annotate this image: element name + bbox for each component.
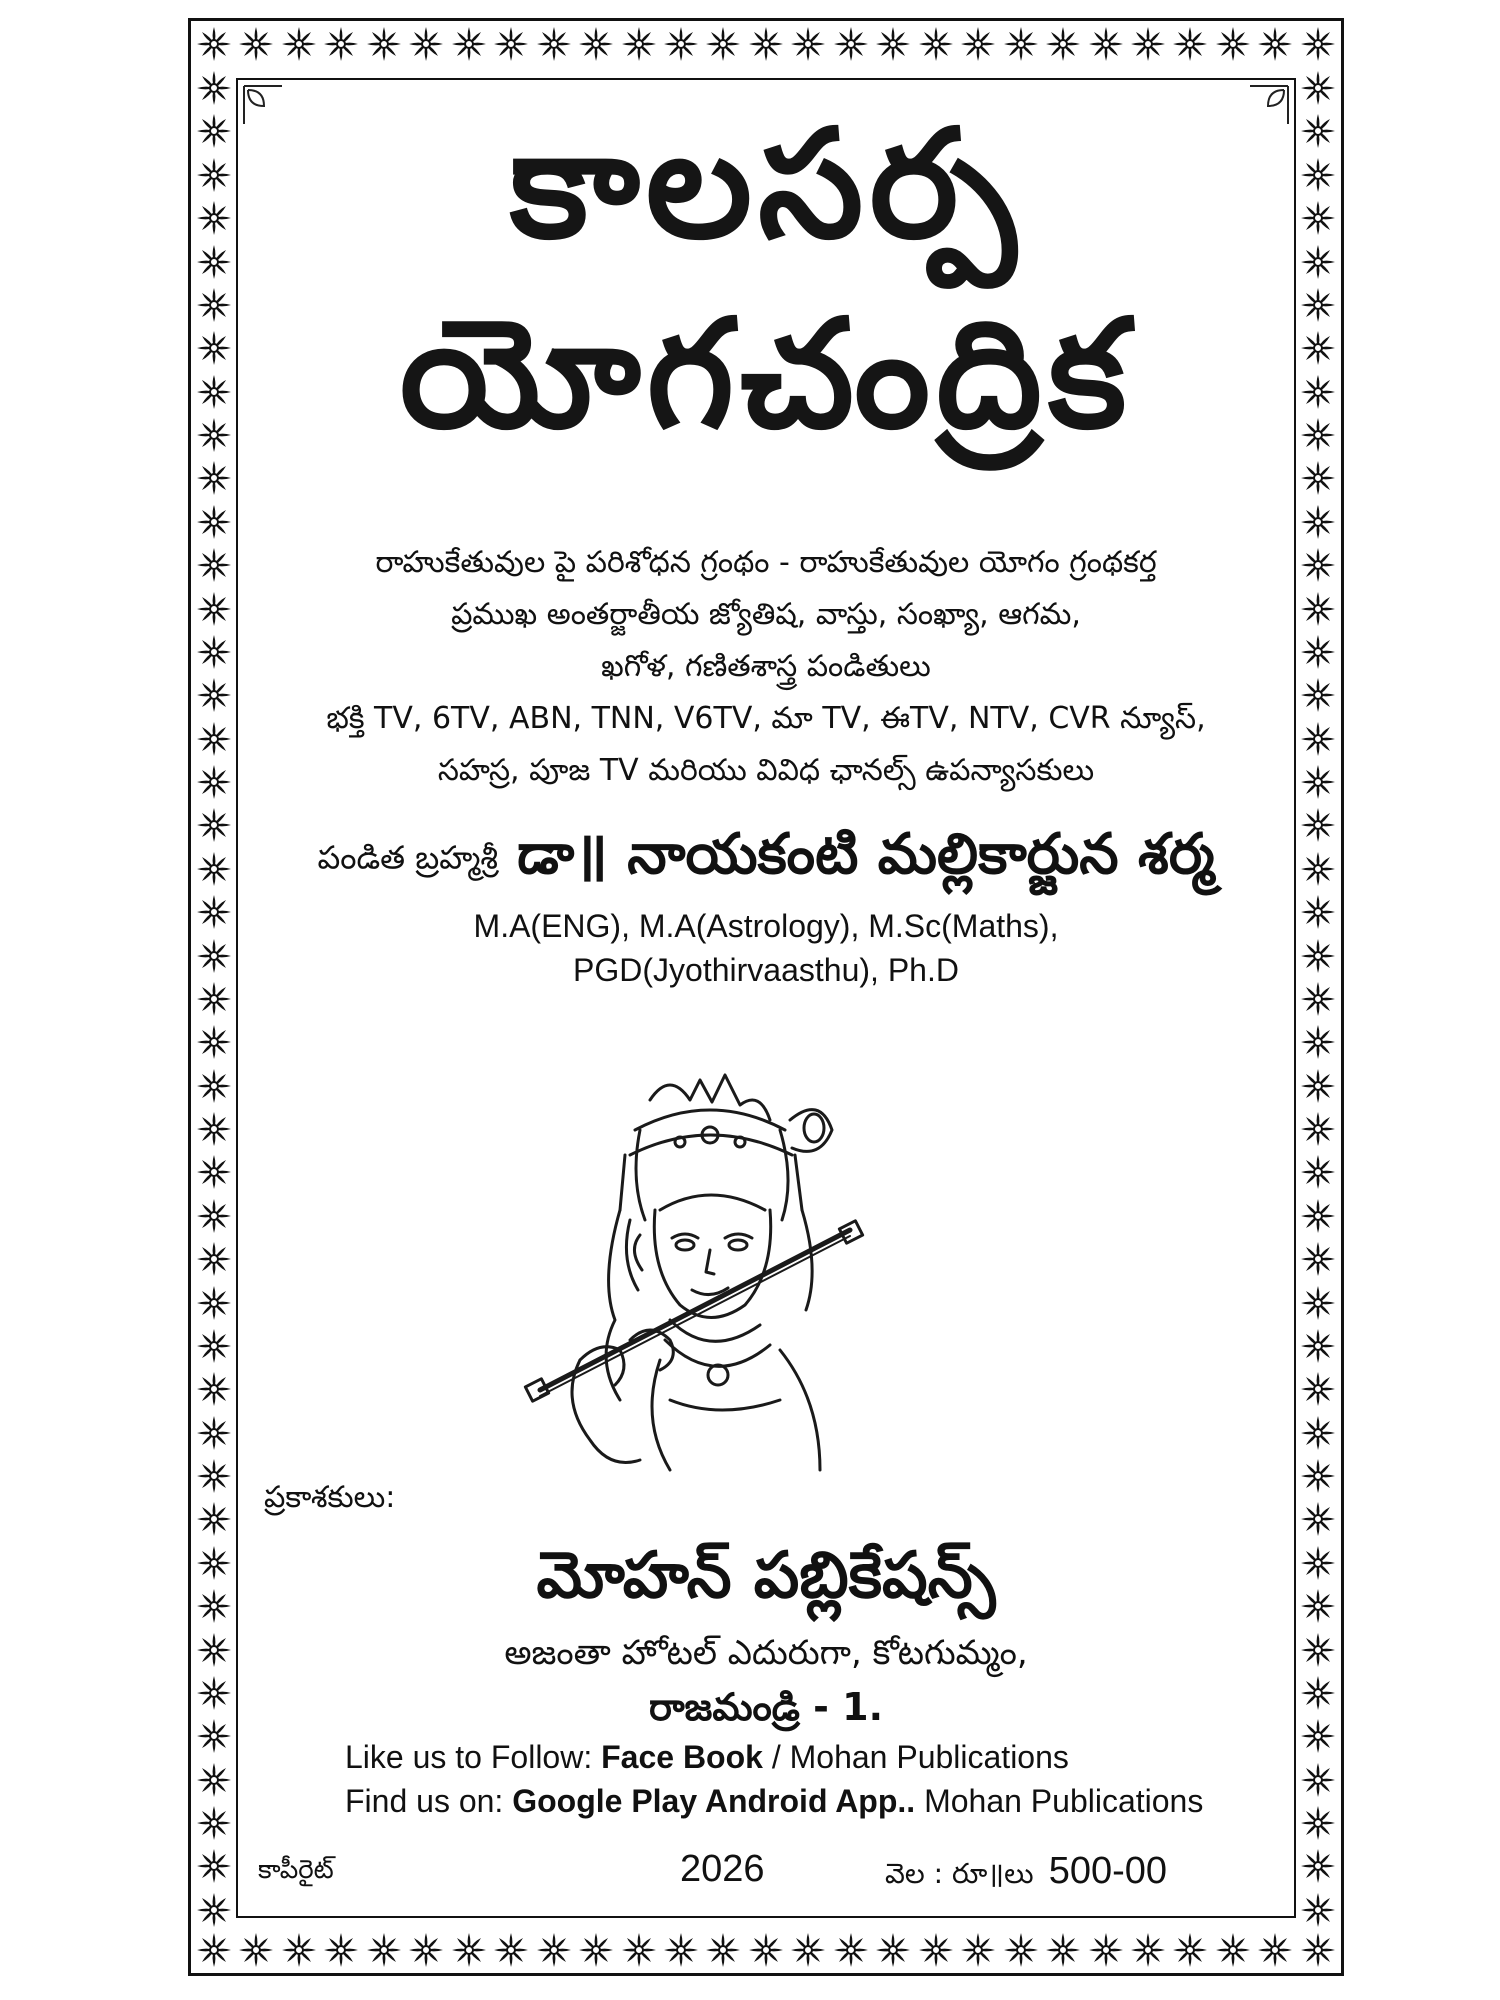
pinwheel-ornament-icon [960,1932,996,1968]
pinwheel-ornament-icon [196,287,232,323]
pinwheel-ornament-icon [196,157,232,193]
pinwheel-ornament-icon [196,1501,232,1537]
pinwheel-ornament-icon [196,1805,232,1841]
pinwheel-ornament-icon [1300,244,1336,280]
pinwheel-ornament-icon [833,1932,869,1968]
find-line [345,1780,1203,1822]
pinwheel-ornament-icon [790,1932,826,1968]
pinwheel-ornament-icon [1300,1632,1336,1668]
pinwheel-ornament-icon [1300,1111,1336,1147]
pinwheel-ornament-icon [1300,1892,1336,1928]
pinwheel-ornament-icon [196,591,232,627]
pinwheel-ornament-icon [1300,1718,1336,1754]
pinwheel-ornament-icon [196,1154,232,1190]
pinwheel-ornament-icon [196,244,232,280]
pinwheel-ornament-icon [238,26,274,62]
pinwheel-ornament-icon [196,26,232,62]
pinwheel-ornament-icon [1300,634,1336,670]
pinwheel-ornament-icon [663,1932,699,1968]
pinwheel-ornament-icon [1003,1932,1039,1968]
pinwheel-ornament-icon [1300,460,1336,496]
pinwheel-ornament-icon [323,26,359,62]
pinwheel-ornament-icon [1300,200,1336,236]
pinwheel-ornament-icon [1257,1932,1293,1968]
krishna-illustration-icon [520,1060,900,1480]
pinwheel-ornament-icon [1045,26,1081,62]
pinwheel-ornament-icon [1300,1241,1336,1277]
price-value: 500-00 [1048,1850,1168,1892]
price [885,1850,1167,1897]
facebook-link: Face Book [601,1739,763,1775]
pinwheel-ornament-icon [621,1932,657,1968]
pinwheel-ornament-icon [1257,26,1293,62]
pinwheel-ornament-icon [196,330,232,366]
pinwheel-ornament-icon [196,504,232,540]
author-qualifications: M.A(ENG), M.A(Astrology), M.Sc(Maths), [473,908,1059,944]
pinwheel-ornament-icon [196,894,232,930]
pinwheel-ornament-icon [366,1932,402,1968]
subtitle-line: సహస్ర, పూజ TV మరియు వివిధ ఛానల్స్ ఉపన్యాసకులు [437,753,1095,788]
author-name: డా॥ నాయకంటి మల్లికార్జున శర్మ [517,822,1215,887]
pinwheel-ornament-icon [663,26,699,62]
pinwheel-ornament-icon [1300,591,1336,627]
find-prefix: Find us on: [345,1783,504,1819]
pinwheel-ornament-icon [748,26,784,62]
pinwheel-ornament-icon [748,1932,784,1968]
copyright-label: కాపీరైట్ [258,1855,334,1885]
book-title-line1: కాలసర్ప [509,98,1023,272]
pinwheel-ornament-icon [196,460,232,496]
pinwheel-ornament-icon [196,70,232,106]
author-qualifications: PGD(Jyothirvaasthu), Ph.D [573,952,959,988]
follow-line [345,1736,1069,1778]
pinwheel-ornament-icon [918,26,954,62]
pinwheel-ornament-icon [536,1932,572,1968]
book-title-line2: యోగచంద్రిక [399,288,1133,462]
pinwheel-ornament-icon [1300,1848,1336,1884]
pinwheel-ornament-icon [1300,894,1336,930]
pinwheel-ornament-icon [1300,1588,1336,1624]
pinwheel-ornament-icon [1300,1154,1336,1190]
pinwheel-ornament-icon [1215,26,1251,62]
pinwheel-ornament-icon [1300,504,1336,540]
pinwheel-ornament-icon [1300,1805,1336,1841]
pinwheel-ornament-icon [1003,26,1039,62]
pinwheel-ornament-icon [1300,1371,1336,1407]
pinwheel-ornament-icon [1088,26,1124,62]
pinwheel-ornament-icon [1300,981,1336,1017]
pinwheel-ornament-icon [196,1458,232,1494]
pinwheel-ornament-icon [196,764,232,800]
pinwheel-ornament-icon [1300,287,1336,323]
border-right-ornaments [1300,70,1336,1928]
pinwheel-ornament-icon [1300,1545,1336,1581]
pinwheel-ornament-icon [1300,721,1336,757]
pinwheel-ornament-icon [196,417,232,453]
pinwheel-ornament-icon [578,1932,614,1968]
pinwheel-ornament-icon [196,1588,232,1624]
pinwheel-ornament-icon [1300,1501,1336,1537]
author-line [236,822,1296,901]
pinwheel-ornament-icon [408,26,444,62]
pinwheel-ornament-icon [196,677,232,713]
pinwheel-ornament-icon [1300,1932,1336,1968]
subtitle-line: రాహుకేతువుల పై పరిశోధన గ్రంథం - రాహుకేతువుల యోగం గ్రంథకర్త [375,545,1157,580]
pinwheel-ornament-icon [1300,938,1336,974]
pinwheel-ornament-icon [1300,70,1336,106]
pinwheel-ornament-icon [196,1198,232,1234]
pinwheel-ornament-icon [196,547,232,583]
pinwheel-ornament-icon [281,26,317,62]
follow-suffix: / Mohan Publications [762,1739,1069,1775]
pinwheel-ornament-icon [238,1932,274,1968]
price-label: వెల : రూ॥లు [885,1857,1034,1890]
pinwheel-ornament-icon [196,200,232,236]
pinwheel-ornament-icon [1300,417,1336,453]
pinwheel-ornament-icon [196,721,232,757]
pinwheel-ornament-icon [833,26,869,62]
pinwheel-ornament-icon [960,26,996,62]
subtitle-line: ఖగోళ, గణితశాస్త్ర పండితులు [601,649,931,684]
pinwheel-ornament-icon [1300,1458,1336,1494]
pinwheel-ornament-icon [1045,1932,1081,1968]
google-play-link: Google Play Android App.. [512,1783,916,1819]
pinwheel-ornament-icon [1300,807,1336,843]
pinwheel-ornament-icon [1172,1932,1208,1968]
border-bottom-ornaments [196,1932,1336,1968]
pinwheel-ornament-icon [281,1932,317,1968]
border-left-ornaments [196,70,232,1928]
pinwheel-ornament-icon [621,26,657,62]
pinwheel-ornament-icon [196,1068,232,1104]
pinwheel-ornament-icon [196,374,232,410]
pinwheel-ornament-icon [1300,330,1336,366]
pinwheel-ornament-icon [1300,157,1336,193]
pinwheel-ornament-icon [196,634,232,670]
pinwheel-ornament-icon [196,1545,232,1581]
subtitle-line: భక్తి TV, 6TV, ABN, TNN, V6TV, మా TV, ఈTV, NTV, CVR న్యూస్, [326,701,1206,736]
publisher-name: మోహన్ పబ్లికేషన్స్ [536,1539,996,1613]
follow-prefix: Like us to Follow: [345,1739,593,1775]
pinwheel-ornament-icon [196,1328,232,1364]
pinwheel-ornament-icon [196,1415,232,1451]
pinwheel-ornament-icon [1300,26,1336,62]
pinwheel-ornament-icon [196,113,232,149]
pinwheel-ornament-icon [196,1892,232,1928]
pinwheel-ornament-icon [196,1024,232,1060]
pinwheel-ornament-icon [451,26,487,62]
pinwheel-ornament-icon [493,26,529,62]
pinwheel-ornament-icon [536,26,572,62]
pinwheel-ornament-icon [1300,1024,1336,1060]
pinwheel-ornament-icon [408,1932,444,1968]
pinwheel-ornament-icon [875,26,911,62]
pinwheel-ornament-icon [196,851,232,887]
pinwheel-ornament-icon [196,1632,232,1668]
pinwheel-ornament-icon [196,938,232,974]
author-prefix: పండిత బ్రహ్మశ్రీ [317,838,498,877]
pinwheel-ornament-icon [578,26,614,62]
border-top-ornaments [196,26,1336,62]
publisher-label: ప్రకాశకులు: [264,1480,396,1515]
find-suffix: Mohan Publications [915,1783,1204,1819]
pinwheel-ornament-icon [1300,1285,1336,1321]
pinwheel-ornament-icon [1300,374,1336,410]
pinwheel-ornament-icon [1300,1675,1336,1711]
pinwheel-ornament-icon [196,981,232,1017]
pinwheel-ornament-icon [196,1111,232,1147]
pinwheel-ornament-icon [196,1718,232,1754]
pinwheel-ornament-icon [196,1285,232,1321]
pinwheel-ornament-icon [196,1675,232,1711]
pinwheel-ornament-icon [1088,1932,1124,1968]
pinwheel-ornament-icon [1300,677,1336,713]
pinwheel-ornament-icon [705,1932,741,1968]
pinwheel-ornament-icon [1300,113,1336,149]
pinwheel-ornament-icon [1130,1932,1166,1968]
pinwheel-ornament-icon [196,1371,232,1407]
pinwheel-ornament-icon [918,1932,954,1968]
pinwheel-ornament-icon [196,1762,232,1798]
pinwheel-ornament-icon [196,1932,232,1968]
pinwheel-ornament-icon [493,1932,529,1968]
pinwheel-ornament-icon [790,26,826,62]
pinwheel-ornament-icon [1300,1415,1336,1451]
pinwheel-ornament-icon [1300,1328,1336,1364]
pinwheel-ornament-icon [1215,1932,1251,1968]
subtitle-line: ప్రముఖ అంతర్జాతీయ జ్యోతిష, వాస్తు, సంఖ్యా, ఆగమ, [451,597,1081,632]
publication-year: 2026 [680,1848,765,1890]
pinwheel-ornament-icon [1130,26,1166,62]
pinwheel-ornament-icon [1300,1762,1336,1798]
pinwheel-ornament-icon [196,1848,232,1884]
pinwheel-ornament-icon [323,1932,359,1968]
pinwheel-ornament-icon [451,1932,487,1968]
pinwheel-ornament-icon [705,26,741,62]
pinwheel-ornament-icon [875,1932,911,1968]
pinwheel-ornament-icon [1172,26,1208,62]
pinwheel-ornament-icon [1300,1068,1336,1104]
publisher-city: రాజమండ్రి - 1. [648,1685,884,1729]
pinwheel-ornament-icon [196,1241,232,1277]
pinwheel-ornament-icon [196,807,232,843]
pinwheel-ornament-icon [366,26,402,62]
pinwheel-ornament-icon [1300,851,1336,887]
publisher-address: అజంతా హోటల్ ఎదురుగా, కోటగుమ్మం, [504,1633,1028,1673]
pinwheel-ornament-icon [1300,764,1336,800]
pinwheel-ornament-icon [1300,1198,1336,1234]
pinwheel-ornament-icon [1300,547,1336,583]
